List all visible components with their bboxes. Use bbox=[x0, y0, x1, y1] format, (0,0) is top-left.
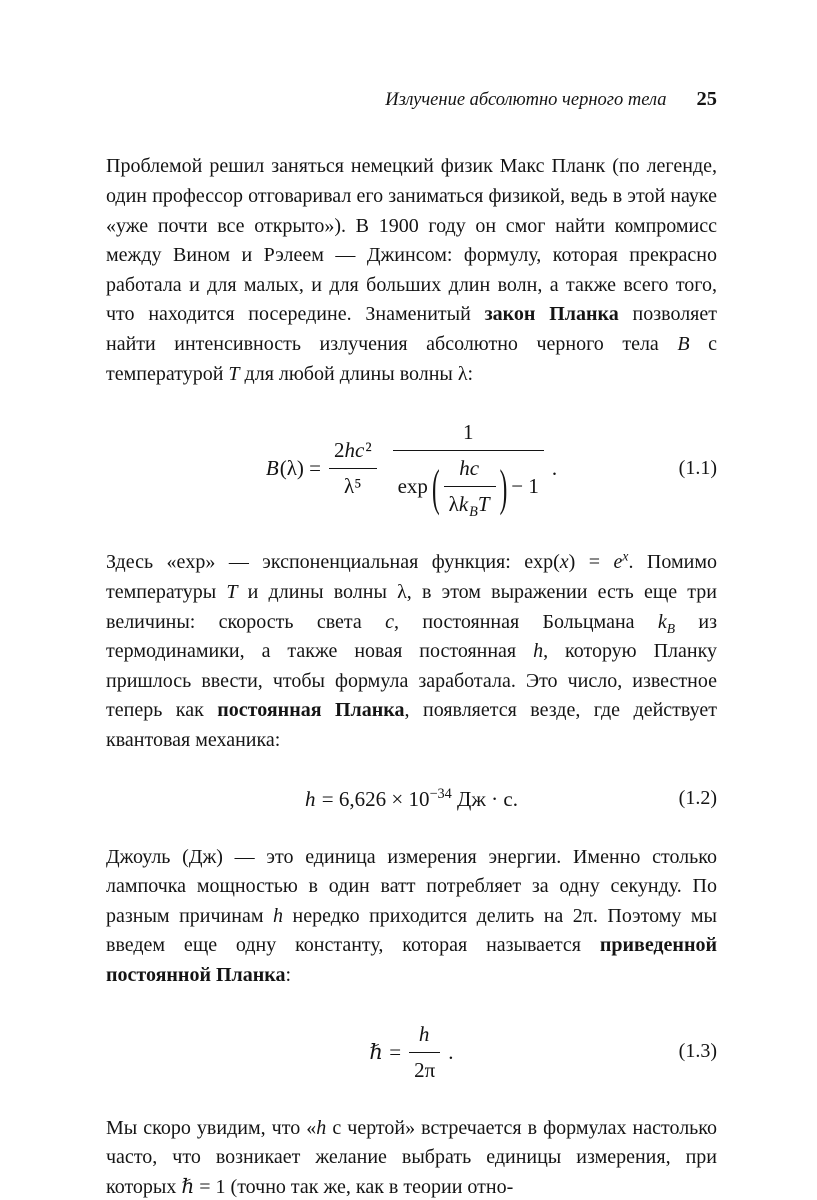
eq1-inner-fraction bbox=[444, 453, 496, 520]
paragraph-planck-constant: Здесь «exp» — экспоненциальная функция: $\exp(x) = e^x$. Помимо температуры T и длины волны λ, в этом выражении есть еще три величины: скорость света c, постоянная Больцмана $k_B$ из термодинамики, а также новая постоянная h, которую Планку пришлось ввести, чтобы формула заработала. Это число, известное теперь как постоянная Планка, появляется везде, где действует квантовая механика: bbox=[106, 548, 718, 751]
equation-1-3 bbox=[106, 1019, 717, 1086]
formula-hbar bbox=[370, 1019, 454, 1086]
equation-1-2 bbox=[106, 784, 717, 815]
formula-planck-law bbox=[266, 417, 557, 520]
eq1-fraction-left bbox=[329, 435, 377, 502]
running-title: Излучение абсолютно черного тела bbox=[385, 90, 667, 110]
running-head bbox=[106, 84, 717, 114]
equation-number: (1.3) bbox=[678, 1040, 717, 1063]
fraction-denominator: $\lambda k_BT$ bbox=[448, 492, 490, 521]
paragraph-joule-reduced-constant: Джоуль (Дж) — это единица измерения энергии. Именно столько лампочка мощностью в один ватт потребляет за одну секунду. По разным причинам h нередко приходится делить на 2π. Поэтому мы введем еще одну константу, которая называется приведенной постоянной Планка: bbox=[106, 845, 717, 986]
fraction-numerator: 1 bbox=[393, 417, 544, 451]
fraction-numerator: h bbox=[409, 1019, 440, 1053]
paragraph-planck-intro: Проблемой решил заняться немецкий физик Макс Планк (по легенде, один профессор отговаривал его заниматься физикой, ведь в этой науке «уже почти все открыто»). В 1900 году он смог найти компромисс между Вином и Рэлеем — Джинсом: формулу, которая прекрасно работала и для малых, и для больших длин волн, а также всего того, что находится посередине. Знаменитый закон Планка позволяет найти интенсивность излучения абсолютно черного тела B с температурой T для любой длины волны λ: bbox=[106, 155, 717, 385]
eq3-fraction bbox=[409, 1019, 440, 1086]
eq2-line: $h = 6,626 \times 10^{-34}$ Дж · с. bbox=[305, 785, 518, 811]
paragraph-hbar-units: Мы скоро увидим, что «h с чертой» встречается в формулах настолько часто, что возникает желание выбрать единицы измерения, при которых ℏ = 1 (точно так же, как в теории отно- bbox=[106, 1116, 718, 1198]
page-number: 25 bbox=[696, 88, 717, 110]
equation-period: . bbox=[551, 456, 558, 481]
equation-number: (1.2) bbox=[678, 787, 717, 810]
right-paren-icon: ) bbox=[499, 457, 508, 516]
eq1-lhs: B(λ) = bbox=[265, 456, 321, 481]
exp-function-label: exp bbox=[397, 474, 428, 499]
minus-one-term: − 1 bbox=[511, 474, 539, 499]
fraction-denominator: λ⁵ bbox=[344, 474, 362, 499]
fraction-denominator: 2π bbox=[414, 1057, 436, 1082]
equation-1-1 bbox=[106, 417, 717, 520]
fraction-numerator: hc bbox=[444, 453, 496, 487]
equation-period: . bbox=[448, 1039, 454, 1064]
fraction-numerator: 2hc² bbox=[329, 435, 377, 469]
equation-number: (1.1) bbox=[678, 456, 717, 479]
formula-planck-constant-value bbox=[305, 784, 518, 815]
eq1-fraction-right bbox=[393, 417, 544, 520]
fraction-denominator bbox=[393, 451, 544, 520]
eq3-lhs: ℏ = bbox=[369, 1039, 402, 1064]
left-paren-icon: ( bbox=[431, 457, 440, 516]
